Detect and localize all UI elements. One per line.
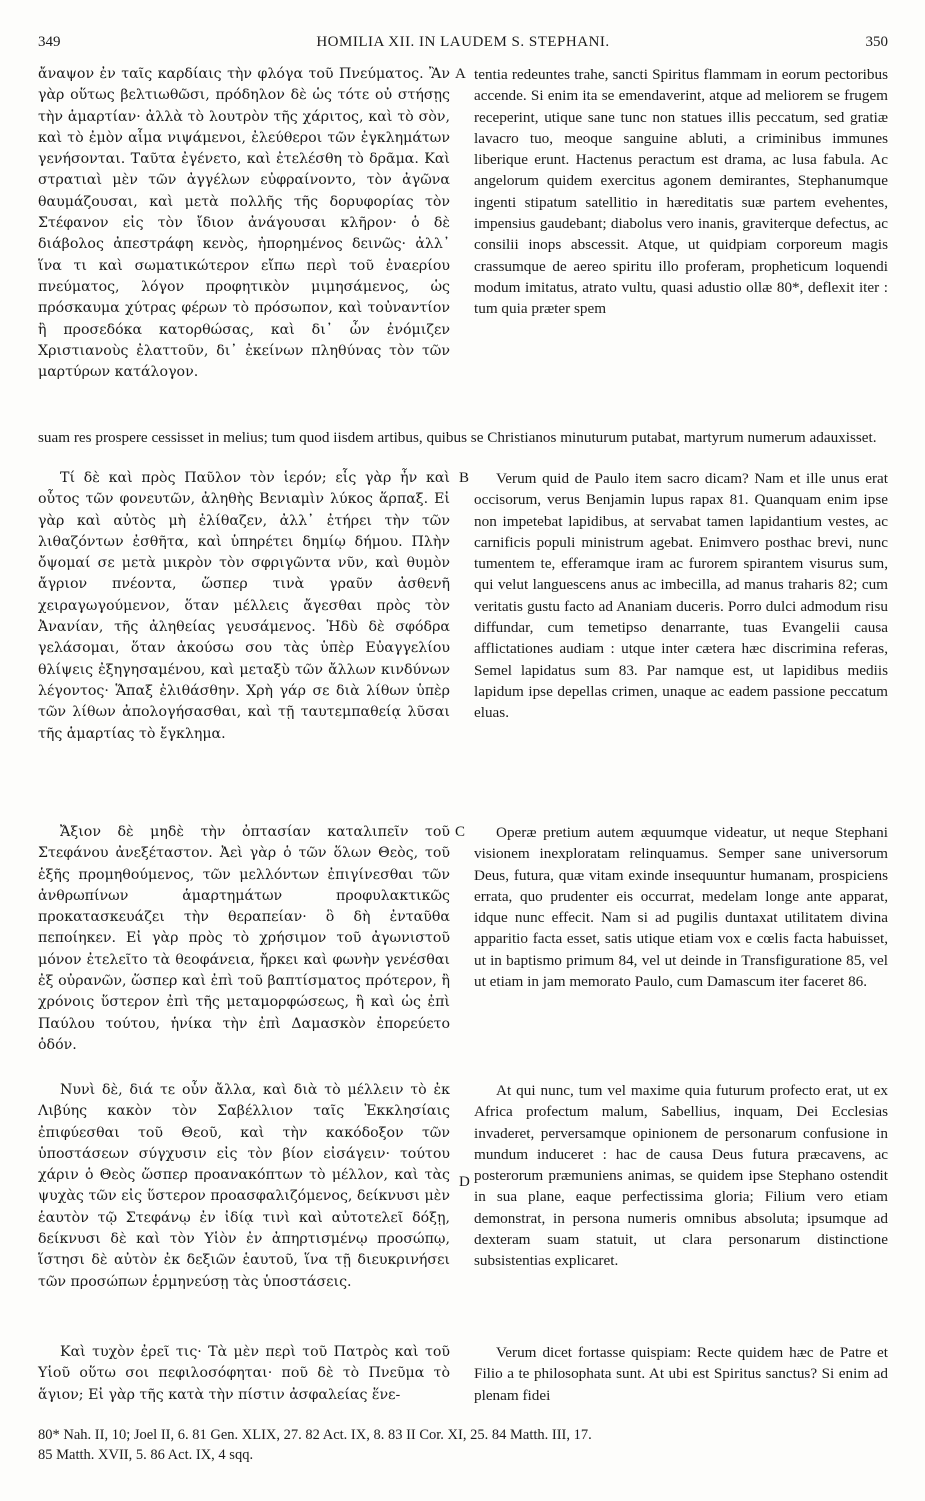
latin-paragraph-b: Verum quid de Paulo item sacro dicam? Nam et ille unus erat occisorum, verus Benjamin lupus rapax 81. Quanquam enim ipse non impetebat lapidibus, at servabat tamen lapidantium vestes, ac carnificis populi ministrum agebat. Enimvero posthac brevi, nunc tumentem te, efferamque iram ac furorem spirantem visurus sum, qui velut languescens anus ac imbecilla, ad manus traharis 82; cum veritatis gustu facto ad Ananiam duceris. Porro dulci admodum risu diffundar, cum temetipso denarrante, tuas Evangelii causa afflictationes audiam : utque inter cætera hæc discrimina referas, Semel lapidatus sum 83. Par namque est, ut lapidibus mediis lapidum ipse depellas crimen, unaque ac eadem passione peccatum eluas. bbox=[474, 470, 888, 722]
footnotes bbox=[38, 1425, 888, 1465]
footnote-line-1: 80* Nah. II, 10; Joel II, 6. 81 Gen. XLIX, 27. 82 Act. IX, 8. 83 II Cor. XI, 25. 84 Matth. III, 17. bbox=[38, 1427, 592, 1443]
running-title: HOMILIA XII. IN LAUDEM S. STEPHANI. bbox=[316, 34, 610, 50]
greek-paragraph-c2: Νυνὶ δὲ, διά τε οὖν ἄλλα, καὶ διὰ τὸ μέλλειν τὸ ἐκ Λιβύης κακὸν τὸν Σαβέλλιον ταῖς Ἐκκλησίαις ἐπιφύεσθαι τοῦ Θεοῦ, καὶ τὴν κακόδοξον τῶν ὑποστάσεων σύγχυσιν εἰς τὸν βίον εἰσάγειν· τούτου χάριν ὁ Θεὸς ὥσπερ προανακόπτων τὸ μέλλον, καὶ τὰς ψυχὰς τῶν εἰς ὕστερον προασφαλιζόμενος, δείκνυσι μὲν ἑαυτὸν τῷ Στεφάνῳ ἐν ἰδίᾳ τινὶ καὶ αὐτοτελεῖ δόξῃ, δείκνυσι δὲ καὶ τὸν Υἱὸν ἐν ἀπηρτισμένῳ προσώπῳ, ἵστησι δὲ αὐτὸν ἐκ δεξιῶν ἑαυτοῦ, ἵνα τῇ διευκρινήσει τῶν προσώπων ἑρμηνεύσῃ τὰς ὑποστάσεις. bbox=[38, 1082, 450, 1290]
running-header bbox=[38, 34, 888, 58]
section-marker-b: B bbox=[459, 470, 470, 486]
section-marker-a: A bbox=[455, 66, 466, 82]
greek-paragraph-a: ἄναψον ἐν ταῖς καρδίαις τὴν φλόγα τοῦ Πνεύματος. Ἂν γὰρ οὕτως βελτιωθῶσι, πρόδηλον δὲ ὡς τότε οὐ στήσῃς τὴν ἁμαρτίαν· ἀλλὰ τὸ λουτρὸν τῆς χάριτος, καὶ τὸ σὸν, καὶ τὸ ἐμὸν αἷμα νιψάμενοι, ἐλεύθεροι τῶν ἐγκλημάτων γενήσονται. Ταῦτα ἐγένετο, καὶ ἐτελέσθη τὸ δρᾶμα. Καὶ στρατιαὶ μὲν τῶν ἀγγέλων εὐφραίνοντο, τὸν ἀγῶνα θαυμάζουσαι, καὶ μετὰ πολλῆς τῆς δορυφορίας τὸν Στέφανον εἰς τὸν ἴδιον ἀνάγουσαι κλῆρον· ὁ δὲ διάβολος ἀπεστράφη κενὸς, ἠπορημένος δεινῶς· ἀλλ᾽ ἵνα τι καὶ σωματικώτερον εἴπω περὶ τοῦ ἐναερίου πνεύματος, λόγον προφητικὸν μιμησάμενος, ὡς πρόσκαυμα χύτρας φέρων τὸ πρόσωπον, καὶ τοὐναντίον ἢ προσεδόκα κατορθώσας, καὶ δι᾽ ὧν ἐνόμιζεν Χριστιανοὺς ἐλαττοῦν, δι᾽ ἐκείνων πληθύνας τὸν τῶν μαρτύρων κατάλογον. bbox=[38, 66, 450, 381]
latin-paragraph-c1: Operæ pretium autem æquumque videatur, ut neque Stephani visionem inexploratam relinquamus. Semper sane universorum Deus, futura, quæ vitam exinde insequuntur humanam, prospiciens errata, quo prudenter eis occurrat, medelam longe ante apparat, idque nunc effecit. Nam si ad pugilis duntaxat utilitatem divina apparitio facta esset, satis utique etiam vox e cœlis facta habuisset, ut in baptismo primum 84, vel ut deinde in Transfiguratione 85, vel ut etiam in jam memorato Paulo, cum Damascum iter faceret 86. bbox=[474, 824, 888, 991]
footnote-line-2: 85 Matth. XVII, 5. 86 Act. IX, 4 sqq. bbox=[38, 1447, 254, 1463]
latin-paragraph-a: tentia redeuntes trahe, sancti Spiritus flammam in eorum pectoribus accende. Si enim ita se emendaverint, atque ad meliorem se frugem receperint, utique sane tunc non statues illis peccatum, sed gratiæ lavacro tuo, meoque sanguine abluti, a criminibus immunes liberique erunt. Hactenus peractum est drama, ac lusa fabula. Ac angelorum quidem exercitus agonem demirantes, Stephanumque ingenti stipatum satellitio in hæreditatis suæ partem evehentes, impensius gaudebant; diabolus vero inanis, graviterque defectus, ac consilii inops abscessit. Atque, ut quidpiam corporeum magis crassumque de aereo spiritu illo proferam, propheticum loquendi modum imitatus, atrato vultu, quasi adustio ollæ 80*, deflexit iter : tum quia præter spem bbox=[474, 66, 888, 318]
page-number-left: 349 bbox=[38, 34, 61, 50]
greek-paragraph-c3: Καὶ τυχὸν ἐρεῖ τις· Τὰ μὲν περὶ τοῦ Πατρὸς καὶ τοῦ Υἱοῦ οὕτω σοι πεφιλοσόφηται· ποῦ δὲ τὸ Πνεῦμα τὸ ἅγιον; Εἰ γὰρ τῆς κατὰ τὴν πίστιν ἀσφαλείας ἕνε- bbox=[38, 1344, 450, 1403]
page-number-right: 350 bbox=[865, 34, 888, 50]
section-marker-d: D bbox=[459, 1174, 470, 1190]
latin-paragraph-c2: At qui nunc, tum vel maxime quia futurum profecto erat, ut ex Africa profectum malum, Sabellius, inquam, Dei Ecclesias invaderet, perversamque opinionem de personarum confusione in mundum induceret : hac de causa Deus futura præcavens, ac posterorum præmuniens animas, se quidem ipse Stephano ostendit in sua plane, eaque perfectissima gloria; Filium vero etiam demonstrat, in persona numeris omnibus absoluta; ipsumque ad dexteram suam statuit, ut clara personarum distinctione subsistentias explicaret. bbox=[474, 1082, 888, 1270]
greek-paragraph-b: Τί δὲ καὶ πρὸς Παῦλον τὸν ἱερόν; εἷς γὰρ ἦν καὶ οὗτος τῶν φονευτῶν, ἀληθὴς Βενιαμὶν λύκος ἅρπαξ. Εἰ γὰρ καὶ αὐτὸς μὴ ἐλίθαζεν, ἀλλ᾽ ἐτήρει τὴν τῶν λιθαζόντων ἐσθῆτα, καὶ ὑπηρέτει δημίῳ δήμου. Πλὴν ὄψομαί σε μετὰ μικρὸν τὸν σφριγῶντα νῦν, καὶ θυμὸν ἄγριον πνέοντα, ὥσπερ τινὰ γραῦν ἀσθενῆ χειραγωγούμενον, ὅταν μέλλεις ἄγεσθαι πρὸς τὸν Ἀνανίαν, τῆς ἀληθείας γευσάμενος. Ἡδὺ δὲ σφόδρα γελάσομαι, ὅταν ἀκούσω σου τὰς ὑπὲρ Εὐαγγελίου θλίψεις ἐξηγησαμένου, καὶ μεταξὺ τῶν ἄλλων κινδύνων λέγοντος· Ἅπαξ ἐλιθάσθην. Χρὴ γάρ σε διὰ λίθων ὑπὲρ τῶν λίθων ἀπολογήσασθαι, καὶ τῇ ταυτεμπαθείᾳ λῦσαι τῆς ἁμαρτίας τὸ ἔγκλημα. bbox=[38, 470, 450, 742]
greek-paragraph-c1: Ἄξιον δὲ μηδὲ τὴν ὀπτασίαν καταλιπεῖν τοῦ Στεφάνου ἀνεξέταστον. Ἀεὶ γὰρ ὁ τῶν ὅλων Θεὸς, τοῦ ἑξῆς προμηθούμενος, τῶν μελλόντων ἐπιγίνεσθαι τῶν ἀνθρωπίνων ἁμαρτημάτων προφυλακτικῶς προκατασκευάζει τὴν θεραπείαν· ὃ δὴ ἐνταῦθα πεποίηκεν. Εἰ γὰρ πρὸς τὸ χρήσιμον τοῦ ἀγωνιστοῦ μόνον ἐτελεῖτο τὰ θεοφάνεια, ἤρκει καὶ φωνὴν γενέσθαι ἐξ οὐρανῶν, ὥσπερ καὶ ἐπὶ τοῦ βαπτίσματος πρότερον, ἢ χρόνοις ὕστερον ἐπὶ τῆς μεταμορφώσεως, ἢ καὶ ὡς ἐπὶ Παύλου τούτου, ἡνίκα τὴν ἐπὶ Δαμασκὸν ἐπορεύετο ὁδόν. bbox=[38, 824, 450, 1053]
section-marker-c: C bbox=[455, 824, 466, 840]
latin-paragraph-a-continuation: suam res prospere cessisset in melius; tum quod iisdem artibus, quibus se Christianos minuturum putabat, martyrum numerum adauxisset. bbox=[38, 429, 877, 446]
latin-paragraph-c3: Verum dicet fortasse quispiam: Recte quidem hæc de Patre et Filio a te philosophata sunt. At ubi est Spiritus sanctus? Si enim ad plenam fidei bbox=[474, 1344, 888, 1404]
